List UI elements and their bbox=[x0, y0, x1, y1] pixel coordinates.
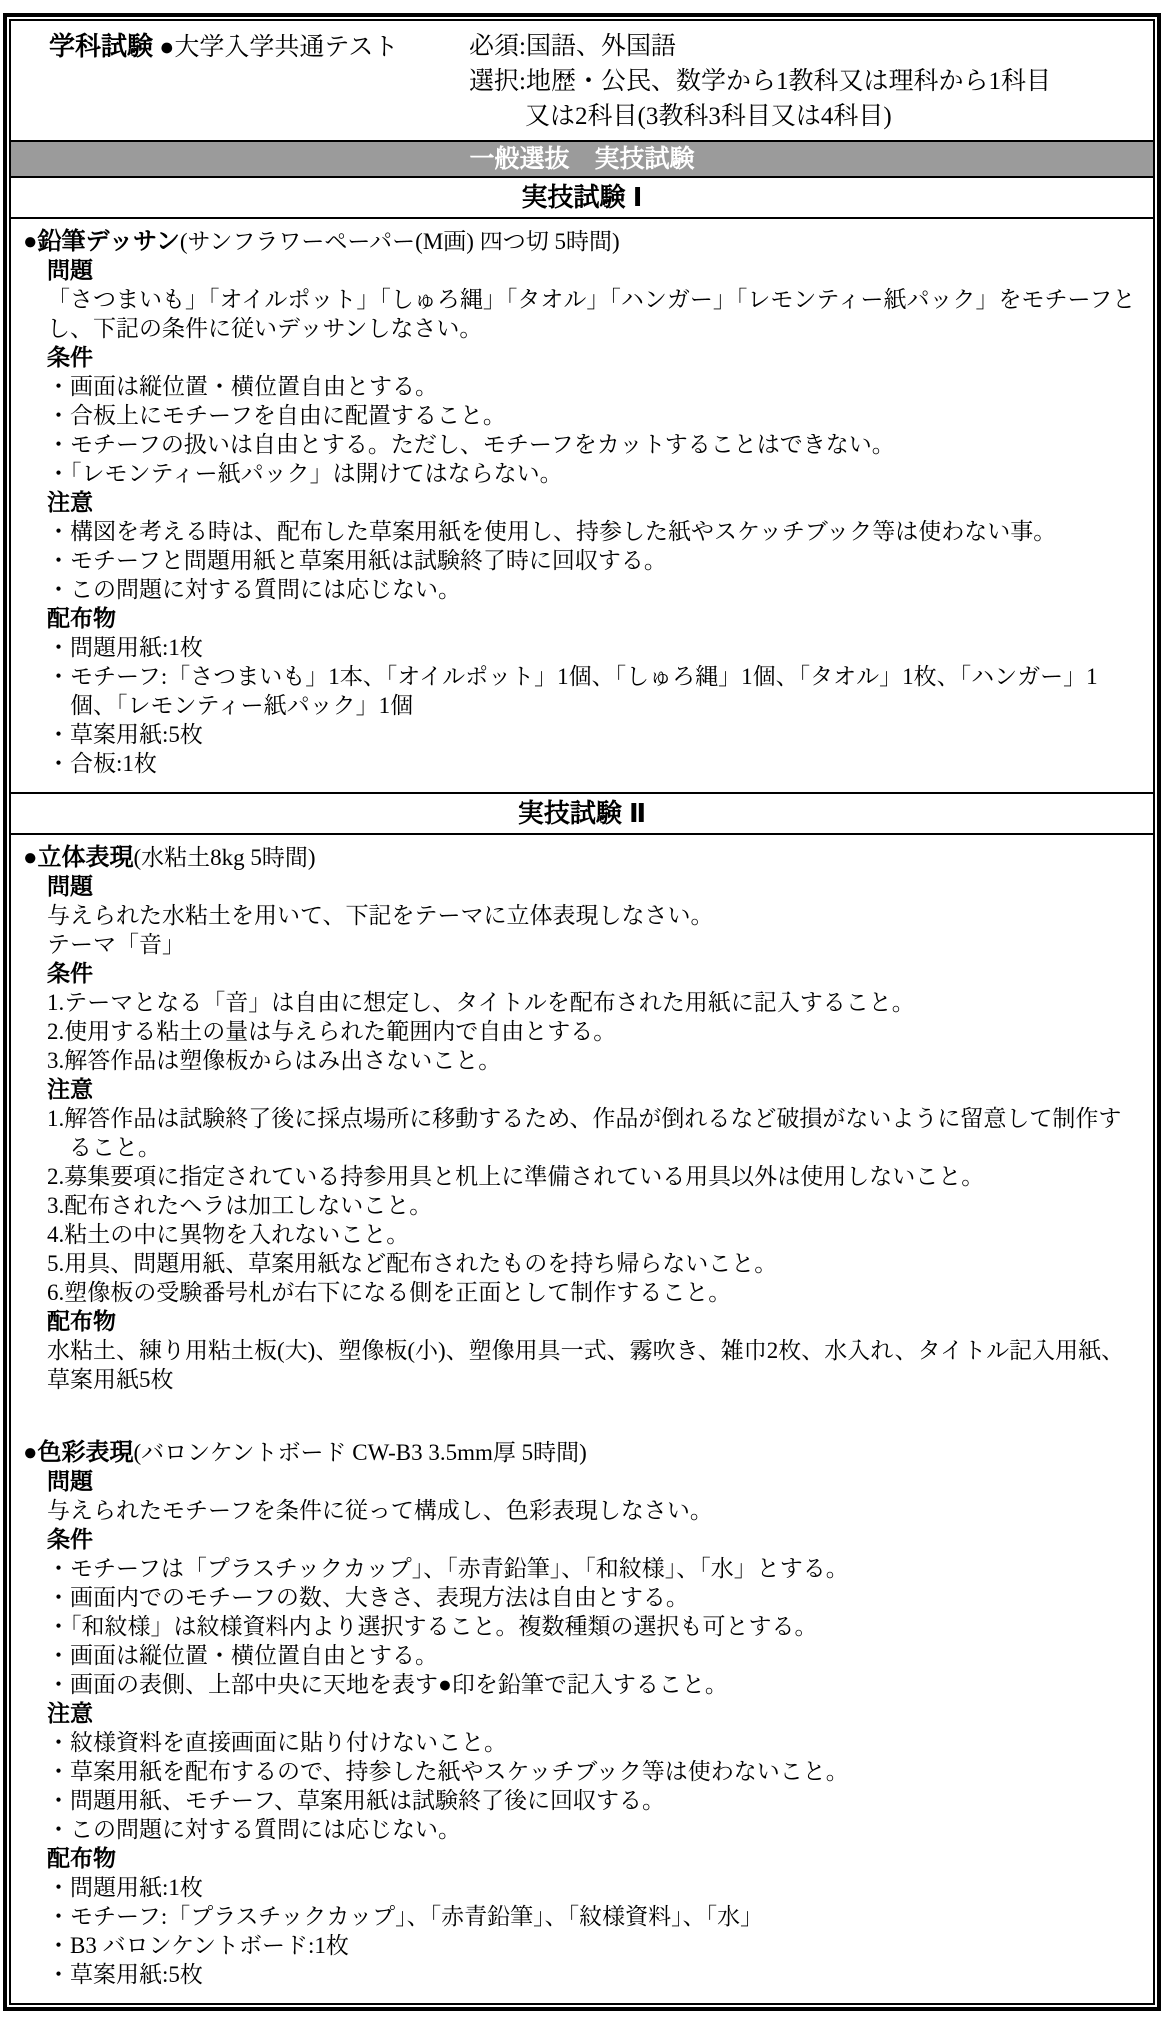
text-line: ・モチーフは「プラスチックカップ」、「赤青鉛筆」、「和紋様」、「水」とする。 bbox=[47, 1556, 849, 1581]
general-selection-band: 一般選抜 実技試験 bbox=[11, 142, 1153, 178]
task-heading-title: ●色彩表現 bbox=[23, 1439, 134, 1466]
group-label: 条件 bbox=[47, 1526, 93, 1552]
text-line: 1.テーマとなる「音」は自由に想定し、タイトルを配布された用紙に記入すること。 bbox=[47, 990, 915, 1015]
text-line: ・問題用紙:1枚 bbox=[47, 635, 203, 660]
section-body-1 bbox=[11, 219, 1153, 794]
section-body-2 bbox=[11, 835, 1153, 2003]
text-line: 与えられた水粘土を用いて、下記をテーマに立体表現しなさい。 bbox=[47, 903, 714, 928]
text-line: ・この問題に対する質問には応じない。 bbox=[47, 1817, 461, 1842]
group-label: 条件 bbox=[47, 344, 93, 370]
group-label: 条件 bbox=[47, 960, 93, 986]
group-label: 配布物 bbox=[47, 1308, 116, 1334]
text-line: ・合板:1枚 bbox=[47, 751, 157, 776]
text-line: テーマ「音」 bbox=[47, 932, 185, 957]
text-line: ・モチーフと問題用紙と草案用紙は試験終了時に回収する。 bbox=[47, 548, 667, 573]
group-label: 配布物 bbox=[47, 1845, 116, 1871]
text-line: ・構図を考える時は、配布した草案用紙を使用し、持参した紙やスケッチブック等は使わない事。 bbox=[47, 519, 1057, 544]
text-line: ・モチーフの扱いは自由とする。ただし、モチーフをカットすることはできない。 bbox=[47, 432, 895, 457]
text-line: ・画面は縦位置・横位置自由とする。 bbox=[47, 1643, 438, 1668]
text-line: 2.募集要項に指定されている持参用具と机上に準備されている用具以外は使用しないこと。 bbox=[47, 1164, 985, 1189]
text-line: ・草案用紙を配布するので、持参した紙やスケッチブック等は使わないこと。 bbox=[47, 1759, 849, 1784]
task-heading bbox=[23, 227, 1141, 256]
group-label: 配布物 bbox=[47, 605, 116, 631]
task-block bbox=[23, 843, 1141, 1394]
group-label: 注意 bbox=[47, 1076, 93, 1102]
text-line: 3.配布されたヘラは加工しないこと。 bbox=[47, 1193, 433, 1218]
elective-subjects-line-1: 選択:地歴・公民、数学から1教科又は理科から1科目 bbox=[469, 68, 1051, 95]
text-line: 1.解答作品は試験終了後に採点場所に移動するため、作品が倒れるなど破損がないように留意して制作すること。 bbox=[47, 1106, 1122, 1160]
document-table bbox=[9, 19, 1155, 2005]
text-line: 6.塑像板の受験番号札が右下になる側を正面として制作すること。 bbox=[47, 1280, 732, 1305]
group-label: 注意 bbox=[47, 1700, 93, 1726]
document-outer-frame bbox=[3, 13, 1161, 2011]
text-line: ・草案用紙:5枚 bbox=[47, 1962, 203, 1987]
task-heading-note: (水粘土8kg 5時間) bbox=[133, 845, 316, 870]
task-heading-note: (サンフラワーペーパー(M画) 四つ切 5時間) bbox=[179, 229, 620, 254]
task-block bbox=[23, 1438, 1141, 1989]
text-line: ・この問題に対する質問には応じない。 bbox=[47, 577, 461, 602]
text-line: ・草案用紙:5枚 bbox=[47, 722, 203, 747]
task-block bbox=[23, 227, 1141, 778]
task-heading bbox=[23, 1438, 1141, 1467]
academic-exam-row bbox=[11, 21, 1153, 142]
text-line: ・問題用紙、モチーフ、草案用紙は試験終了後に回収する。 bbox=[47, 1788, 666, 1813]
text-line: ・合板上にモチーフを自由に配置すること。 bbox=[47, 403, 506, 428]
academic-exam-label: 学科試験 bbox=[49, 31, 154, 61]
text-line: ・「レモンティー紙パック」は開けてはならない。 bbox=[47, 461, 563, 486]
group-label: 問題 bbox=[47, 257, 93, 283]
text-line: ・画面の表側、上部中央に天地を表す●印を鉛筆で記入すること。 bbox=[47, 1672, 728, 1697]
academic-exam-value: ●大学入学共通テスト bbox=[159, 34, 399, 61]
text-line: ・紋様資料を直接画面に貼り付けないこと。 bbox=[47, 1730, 507, 1755]
text-line: ・「和紋様」は紋様資料内より選択すること。複数種類の選択も可とする。 bbox=[47, 1614, 818, 1639]
academic-exam-cell bbox=[49, 29, 469, 134]
section-title-1: 実技試験 Ⅰ bbox=[11, 178, 1153, 219]
task-heading bbox=[23, 843, 1141, 872]
group-label: 問題 bbox=[47, 1468, 93, 1494]
text-line: 水粘土、練り用粘土板(大)、塑像板(小)、塑像用具一式、霧吹き、雑巾2枚、水入れ、タイトル記入用紙、草案用紙5枚 bbox=[47, 1338, 1125, 1392]
group-label: 注意 bbox=[47, 489, 93, 515]
text-line: 与えられたモチーフを条件に従って構成し、色彩表現しなさい。 bbox=[47, 1498, 713, 1523]
text-line: ・問題用紙:1枚 bbox=[47, 1875, 203, 1900]
academic-exam-subjects-cell bbox=[469, 29, 1139, 134]
text-line: 4.粘土の中に異物を入れないこと。 bbox=[47, 1222, 410, 1247]
text-line: 3.解答作品は塑像板からはみ出さないこと。 bbox=[47, 1048, 502, 1073]
elective-subjects-line-2: 又は2科目(3教科3科目又は4科目) bbox=[525, 103, 892, 130]
text-line: ・モチーフ:「さつまいも」1本、「オイルポット」1個、「しゅろ縄」1個、「タオル」1枚、「ハンガー」1個、「レモンティー紙パック」1個 bbox=[47, 664, 1098, 718]
text-line: ・画面内でのモチーフの数、大きさ、表現方法は自由とする。 bbox=[47, 1585, 689, 1610]
task-heading-title: ●鉛筆デッサン bbox=[23, 228, 180, 255]
required-subjects-line: 必須:国語、外国語 bbox=[469, 33, 676, 60]
text-line: 「さつまいも」「オイルポット」「しゅろ縄」「タオル」「ハンガー」「レモンティー紙パック」をモチーフとし、下記の条件に従いデッサンしなさい。 bbox=[47, 287, 1136, 341]
text-line: 5.用具、問題用紙、草案用紙など配布されたものを持ち帰らないこと。 bbox=[47, 1251, 778, 1276]
group-label: 問題 bbox=[47, 873, 93, 899]
task-heading-title: ●立体表現 bbox=[23, 844, 134, 871]
text-line: ・画面は縦位置・横位置自由とする。 bbox=[47, 374, 438, 399]
text-line: ・モチーフ:「プラスチックカップ」、「赤青鉛筆」、「紋様資料」、「水」 bbox=[47, 1904, 764, 1929]
text-line: 2.使用する粘土の量は与えられた範囲内で自由とする。 bbox=[47, 1019, 617, 1044]
section-title-2: 実技試験 Ⅱ bbox=[11, 794, 1153, 835]
task-heading-note: (バロンケントボード CW-B3 3.5mm厚 5時間) bbox=[133, 1440, 587, 1465]
text-line: ・B3 バロンケントボード:1枚 bbox=[47, 1933, 349, 1958]
